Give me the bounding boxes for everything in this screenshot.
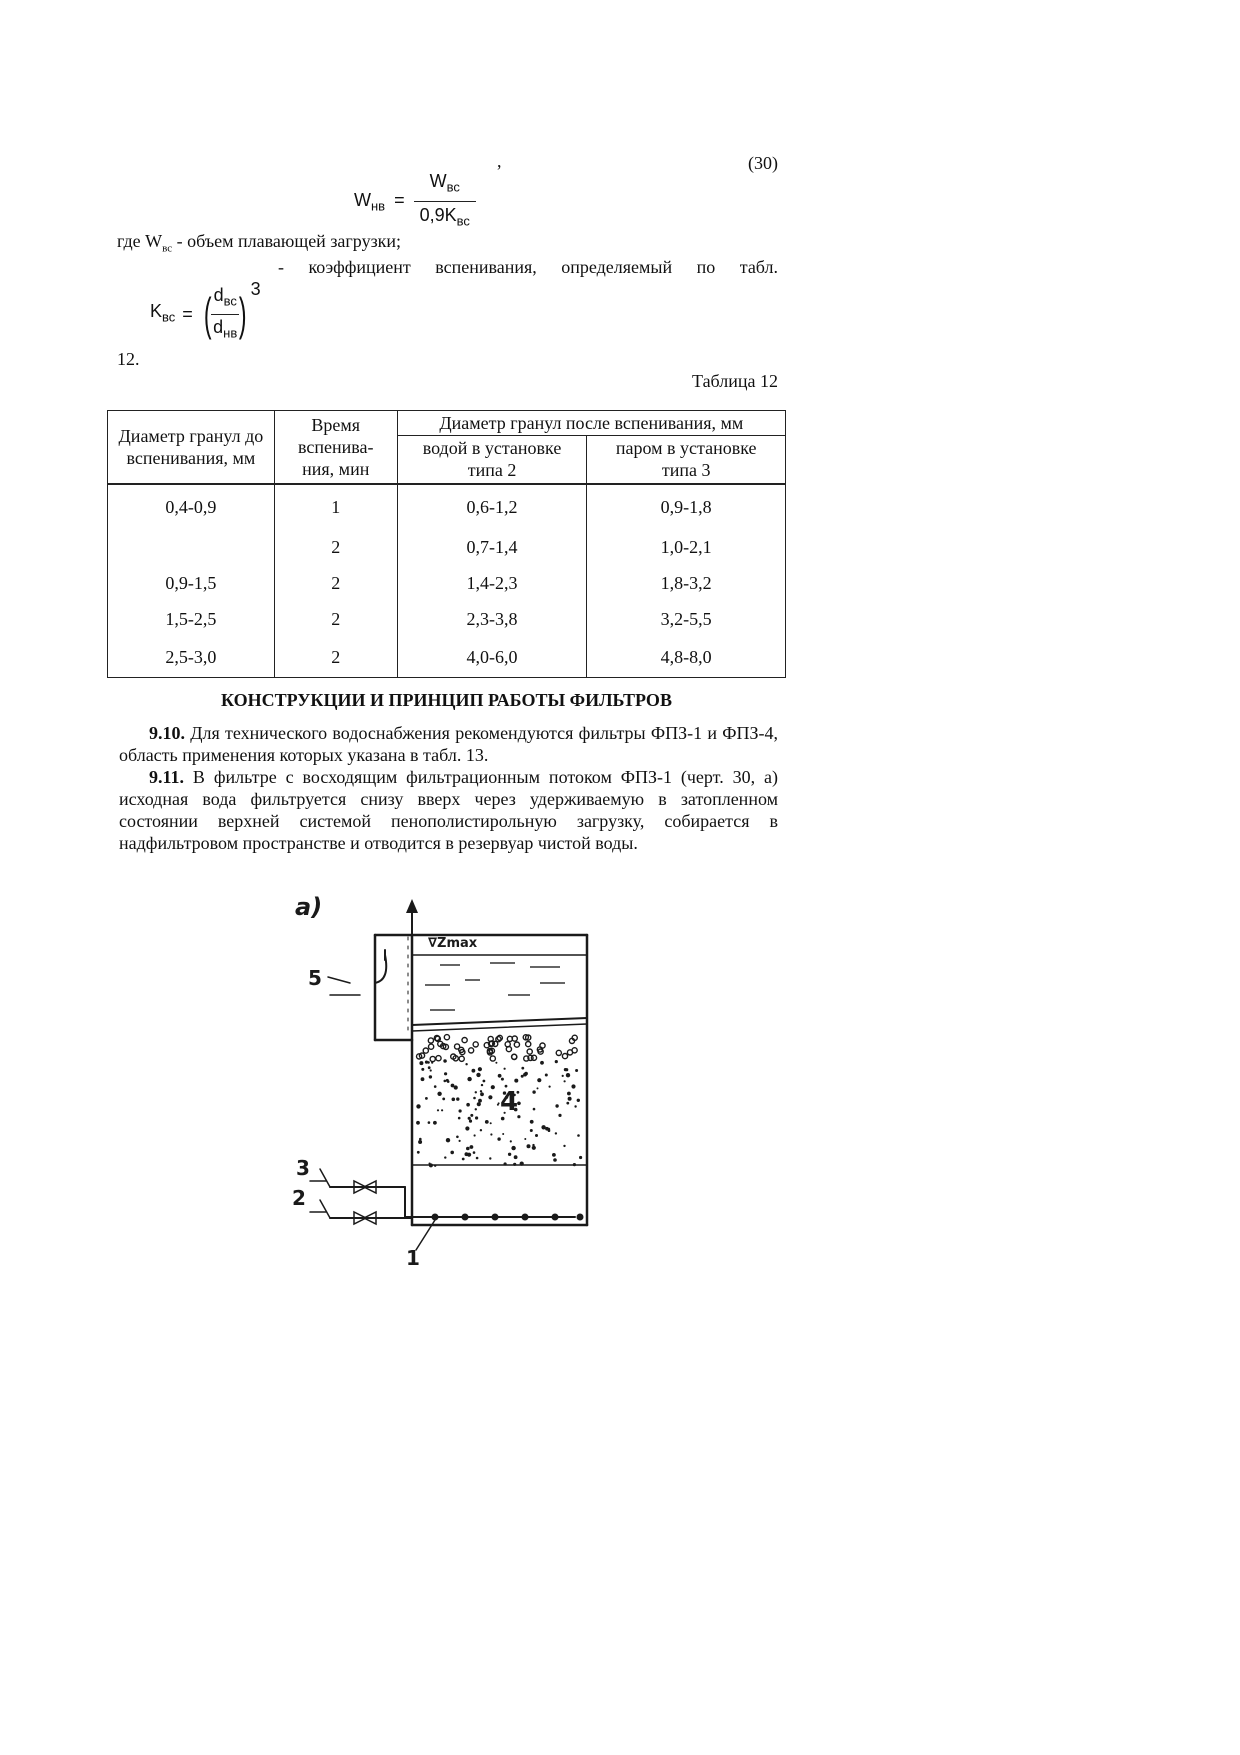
granule: [552, 1153, 556, 1157]
granule: [490, 1056, 495, 1061]
table-cell: 1,0-2,1: [587, 529, 786, 565]
granule: [452, 1098, 456, 1102]
granule: [545, 1074, 548, 1077]
granule: [547, 1128, 550, 1131]
table-row: [108, 601, 786, 637]
granule: [514, 1155, 518, 1159]
right-paren: ): [239, 288, 247, 341]
granule: [549, 1086, 551, 1088]
granule: [541, 1125, 545, 1129]
granule: [429, 1163, 433, 1167]
table-cell: 2: [274, 601, 397, 637]
granule: [555, 1132, 557, 1134]
granule: [428, 1121, 431, 1124]
header-col34: Диаметр гранул после вспенивания, мм: [397, 411, 785, 436]
granule: [465, 1152, 469, 1156]
table-cell: 3,2-5,5: [587, 601, 786, 637]
table-cell: 1,8-3,2: [587, 565, 786, 601]
formula-k-lhs: $K_{вс}$: [150, 300, 176, 325]
granule: [502, 1133, 504, 1135]
granule: [556, 1050, 561, 1055]
granule: [537, 1078, 541, 1082]
granule: [444, 1035, 449, 1040]
granule: [423, 1048, 428, 1053]
granule: [531, 1055, 536, 1060]
coefficient-tail: 12.: [117, 349, 140, 369]
label-4: 4: [500, 1087, 519, 1117]
granule: [566, 1102, 569, 1105]
granule: [558, 1114, 561, 1117]
formula-30: [354, 170, 476, 232]
granule: [446, 1079, 449, 1082]
granule: [429, 1075, 432, 1078]
granule: [419, 1138, 422, 1141]
granule: [434, 1085, 437, 1088]
granule: [443, 1059, 446, 1062]
granule: [564, 1080, 566, 1082]
granule: [567, 1050, 572, 1055]
left-paren: (: [203, 288, 212, 341]
granule: [444, 1080, 447, 1083]
label-1: 1: [406, 1246, 420, 1270]
granule: [533, 1108, 536, 1111]
granule: [480, 1129, 482, 1131]
table-cell: 1,5-2,5: [108, 601, 275, 637]
paragraph-9-10: [119, 722, 778, 766]
granule: [555, 1060, 558, 1063]
granule: [459, 1056, 464, 1061]
granule: [524, 1138, 526, 1140]
granule: [433, 1121, 437, 1125]
header-col4: паром в установке типа 3: [587, 436, 786, 485]
granule: [520, 1162, 524, 1166]
granule: [490, 1133, 492, 1135]
granule: [535, 1134, 538, 1137]
granule: [477, 1102, 481, 1106]
granule: [473, 1097, 476, 1100]
label-5: 5: [308, 966, 322, 990]
granule: [437, 1092, 441, 1096]
granule: [417, 1151, 420, 1154]
formula-k-eq: =: [182, 304, 193, 325]
granule: [511, 1146, 515, 1150]
granule: [562, 1054, 567, 1059]
granule: [504, 1162, 507, 1165]
granule: [421, 1068, 424, 1071]
granule: [501, 1078, 504, 1081]
granule: [466, 1147, 470, 1151]
table-12: [107, 410, 786, 678]
granule: [469, 1120, 472, 1123]
granule: [568, 1097, 572, 1101]
formula-denominator: $0,9K_{вс}$: [419, 204, 470, 229]
granule: [467, 1077, 471, 1081]
granule: [466, 1103, 470, 1107]
granule: [532, 1090, 535, 1093]
granule: [446, 1138, 450, 1142]
granule: [524, 1072, 528, 1076]
granule: [441, 1109, 443, 1111]
granule: [504, 1068, 506, 1070]
granule: [577, 1099, 580, 1102]
granule: [418, 1140, 422, 1144]
granule: [456, 1097, 459, 1100]
granule: [575, 1069, 578, 1072]
granule: [416, 1104, 420, 1108]
granule: [540, 1061, 544, 1065]
granule: [571, 1084, 575, 1088]
granule: [416, 1121, 420, 1125]
granule: [574, 1105, 576, 1107]
paragraph-number: 9.11.: [149, 767, 185, 787]
granule: [473, 1151, 476, 1154]
table-cell: 2,5-3,0: [108, 637, 275, 678]
granule: [532, 1144, 534, 1146]
formula-number-30: (30): [748, 153, 778, 173]
filter-drawing: [290, 885, 620, 1285]
formula-comma: ,: [497, 151, 502, 171]
granule: [475, 1108, 477, 1110]
granule: [498, 1074, 502, 1078]
granule: [476, 1157, 479, 1160]
formula-eq: =: [394, 189, 405, 210]
paragraph-number: 9.10.: [149, 723, 185, 743]
granule: [514, 1079, 518, 1083]
granule: [573, 1163, 576, 1166]
formula-numerator: $W_{вс}$: [414, 170, 476, 202]
granule: [450, 1151, 454, 1155]
paragraph-9-11: [119, 766, 778, 854]
granule: [495, 1062, 497, 1064]
granule: [530, 1129, 533, 1132]
formula-k-fraction: [211, 284, 239, 344]
granule: [527, 1049, 532, 1054]
table-cell: 0,9-1,5: [108, 565, 275, 601]
granule: [436, 1056, 441, 1061]
formula-k-exponent: 3: [250, 279, 261, 299]
table-cell: 2,3-3,8: [397, 601, 587, 637]
granule: [478, 1099, 482, 1103]
formula-k-denominator: $d_{нв}$: [213, 316, 238, 341]
granule: [510, 1140, 512, 1142]
granule: [567, 1092, 571, 1096]
granule: [430, 1056, 435, 1061]
granule: [428, 1066, 431, 1069]
filter-diagram-svg: [290, 885, 620, 1285]
granule: [444, 1072, 447, 1075]
label-3: 3: [296, 1156, 310, 1180]
granule: [514, 1042, 519, 1047]
level-label: ∇Zmax: [428, 936, 478, 951]
granule: [469, 1048, 474, 1053]
table-cell: 2: [274, 637, 397, 678]
table-cell: 0,6-1,2: [397, 484, 587, 529]
granule: [478, 1067, 482, 1071]
table-cell: 4,0-6,0: [397, 637, 587, 678]
granule: [462, 1158, 465, 1161]
granule: [472, 1069, 476, 1073]
formula-fraction: [414, 170, 476, 232]
granule: [470, 1145, 474, 1149]
granule: [456, 1136, 459, 1139]
paragraph-text: Для технического водоснабжения рекомендуются фильтры ФПЗ-1 и ФПЗ-4, область применения которых указана в табл. 13.: [119, 723, 778, 765]
granule: [465, 1063, 467, 1065]
granule: [430, 1069, 432, 1071]
granule: [425, 1097, 428, 1100]
granule: [442, 1098, 445, 1101]
granule: [475, 1116, 478, 1119]
granule: [468, 1117, 471, 1120]
figure-label: а): [295, 893, 323, 921]
granule: [501, 1117, 505, 1121]
granule: [489, 1157, 491, 1159]
formula-k: [150, 279, 261, 344]
granule: [553, 1158, 557, 1162]
granule: [470, 1114, 473, 1117]
granule: [497, 1137, 500, 1140]
granule: [434, 1165, 436, 1167]
granule: [579, 1156, 582, 1159]
granule: [419, 1061, 423, 1065]
paragraph-text: В фильтре с восходящим фильтрационным потоком ФПЗ-1 (черт. 30, а) исходная вода фильтруется снизу вверх через удерживаемую в затопленном состоянии верхней системой пенополистирольную загрузку, собирается в надфильтровом пространстве и отводится в резервуар чистой воды.: [119, 767, 778, 853]
table-cell: [108, 529, 275, 565]
table-cell: 1: [274, 484, 397, 529]
coefficient-line: - коэффициент вспенивания, определяемый по табл.: [278, 257, 778, 277]
granule: [491, 1085, 495, 1089]
granule: [488, 1095, 492, 1099]
granule: [577, 1134, 580, 1137]
granule: [429, 1044, 434, 1049]
granule: [532, 1146, 536, 1150]
granule: [427, 1061, 430, 1064]
granule: [497, 1104, 499, 1106]
granule: [431, 1062, 433, 1064]
granule: [480, 1092, 484, 1096]
table-cell: 0,4-0,9: [108, 484, 275, 529]
granule: [566, 1073, 570, 1077]
granule: [459, 1140, 461, 1142]
granule: [562, 1075, 564, 1077]
granule: [476, 1073, 480, 1077]
section-heading: КОНСТРУКЦИИ И ПРИНЦИП РАБОТЫ ФИЛЬТРОВ: [221, 690, 672, 710]
formula-k-numerator: $d_{вс}$: [211, 284, 239, 315]
granule: [526, 1042, 531, 1047]
granule: [428, 1038, 433, 1043]
granule: [474, 1134, 476, 1136]
granule: [480, 1090, 482, 1092]
granule: [521, 1067, 524, 1070]
granule: [555, 1104, 558, 1107]
granule: [475, 1091, 477, 1093]
granule: [508, 1153, 511, 1156]
table-row: [108, 484, 786, 529]
granule: [483, 1080, 486, 1083]
granule: [537, 1087, 539, 1089]
formula-lhs: $W_{нв}$: [354, 189, 386, 214]
table-cell: 0,7-1,4: [397, 529, 587, 565]
table-caption: Таблица 12: [692, 371, 778, 391]
table-row: [108, 529, 786, 565]
table-row: [108, 637, 786, 678]
table-cell: 2: [274, 529, 397, 565]
table-cell: 4,8-8,0: [587, 637, 786, 678]
granule: [444, 1156, 446, 1158]
granule: [465, 1126, 469, 1130]
header-col1: Диаметр гранул до вспенивания, мм: [108, 411, 275, 485]
granule: [459, 1109, 462, 1112]
granule: [530, 1120, 534, 1124]
granule: [513, 1163, 516, 1166]
granule: [490, 1122, 492, 1124]
header-col3: водой в установке типа 2: [397, 436, 587, 485]
granule: [473, 1042, 478, 1047]
table-cell: 1,4-2,3: [397, 565, 587, 601]
table-cell: 2: [274, 565, 397, 601]
granule: [462, 1038, 467, 1043]
where-line: где $W_{вс}$ - объем плавающей загрузки;: [117, 231, 402, 255]
granule: [458, 1117, 461, 1120]
granule: [485, 1120, 489, 1124]
granule: [451, 1084, 455, 1088]
table-row: [108, 565, 786, 601]
table-cell: 0,9-1,8: [587, 484, 786, 529]
label-2: 2: [292, 1186, 306, 1210]
granule: [421, 1077, 425, 1081]
granule: [481, 1084, 483, 1086]
granule: [563, 1145, 565, 1147]
header-col2: Время вспенива-ния, мин: [274, 411, 397, 485]
granule: [527, 1144, 531, 1148]
granule: [565, 1068, 568, 1071]
granule: [437, 1109, 439, 1111]
